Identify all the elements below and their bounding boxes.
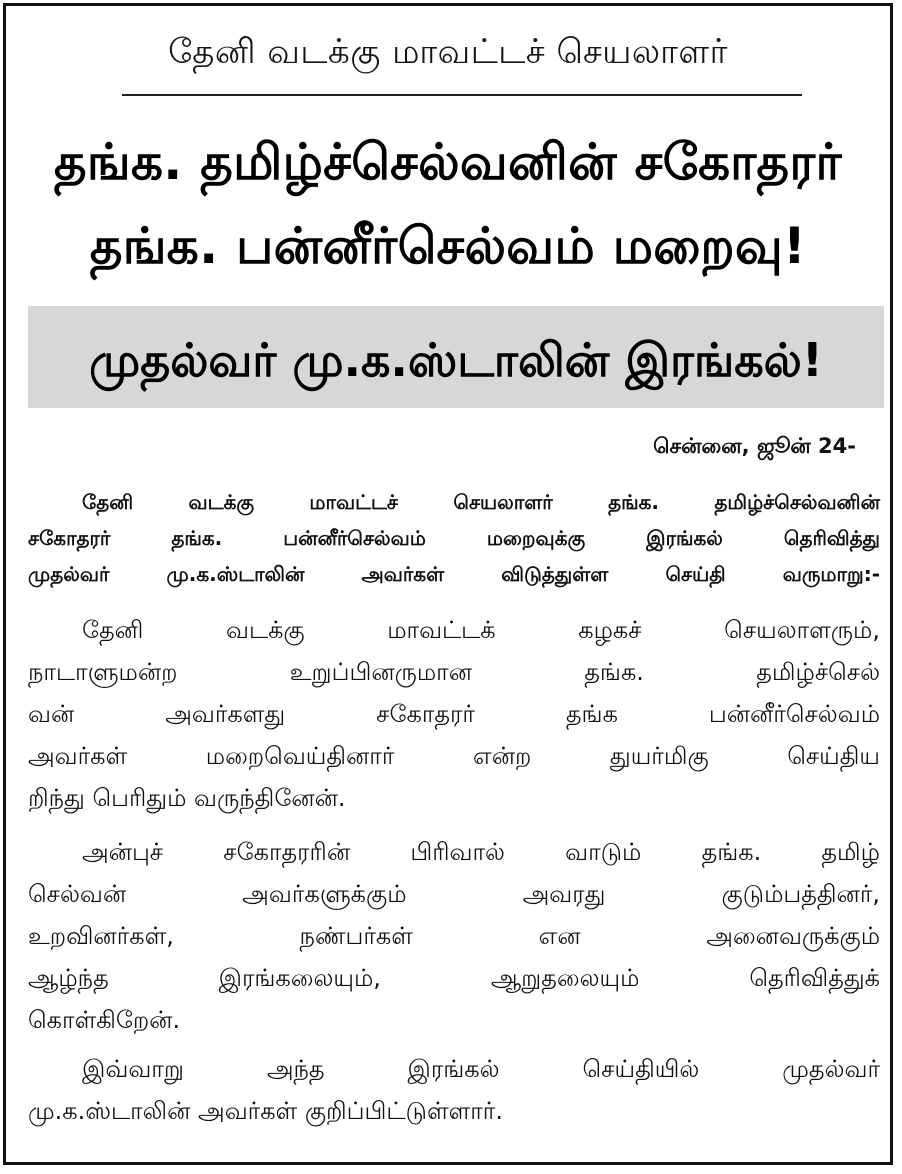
subheadline: முதல்வர் மு.க.ஸ்டாலின் இரங்கல்! — [89, 333, 823, 387]
intro-paragraph — [28, 484, 880, 592]
body-paragraph-2 — [28, 831, 880, 1041]
dateline: சென்னை, ஜூன் 24- — [653, 434, 856, 458]
headline-line-2: தங்க. பன்னீர்செல்வம் மறைவு! — [89, 217, 807, 275]
kicker-underline — [122, 94, 802, 96]
kicker: தேனி வடக்கு மாவட்டச் செயலாளர் — [168, 32, 728, 72]
article-frame — [3, 3, 893, 1165]
body-line: வன் அவர்களது சகோதரர் தங்க பன்னீர்செல்வம் — [28, 700, 880, 728]
body-line: உறவினர்கள், நண்பர்கள் என அனைவருக்கும் — [28, 922, 880, 950]
body-line: தேனி வடக்கு மாவட்டக் கழகச் செயலாளரும், — [82, 616, 880, 644]
intro-line: முதல்வர் மு.க.ஸ்டாலின் அவர்கள் விடுத்துள்ள செய்தி வருமாறு:- — [28, 562, 880, 586]
body-line: ஆழ்ந்த இரங்கலையும், ஆறுதலையும் தெரிவித்துக் — [28, 964, 880, 992]
body-line: அன்புச் சகோதரரின் பிரிவால் வாடும் தங்க. தமிழ் — [82, 838, 880, 866]
body-line: நாடாளுமன்ற உறுப்பினருமான தங்க. தமிழ்ச்செல் — [28, 658, 880, 686]
body-line: செல்வன் அவர்களுக்கும் அவரது குடும்பத்தினர், — [28, 880, 880, 908]
headline-line-1: தங்க. தமிழ்ச்செல்வனின் சகோதரர் — [54, 133, 842, 191]
body-line: றிந்து பெரிதும் வருந்தினேன். — [28, 784, 346, 812]
subheadline-band — [28, 306, 884, 408]
body-line: கொள்கிறேன். — [28, 1006, 181, 1034]
body-paragraph-1 — [28, 609, 880, 819]
intro-line: தேனி வடக்கு மாவட்டச் செயலாளர் தங்க. தமிழ்ச்செல்வனின் — [82, 490, 880, 514]
body-line: அவர்கள் மறைவெய்தினார் என்ற துயர்மிகு செய்திய — [28, 742, 880, 770]
body-line: மு.க.ஸ்டாலின் அவர்கள் குறிப்பிட்டுள்ளார். — [28, 1097, 503, 1125]
intro-line: சகோதரர் தங்க. பன்னீர்செல்வம் மறைவுக்கு இரங்கல் தெரிவித்து — [28, 526, 880, 550]
body-line: இவ்வாறு அந்த இரங்கல் செய்தியில் முதல்வர் — [82, 1055, 880, 1083]
body-paragraph-3 — [28, 1048, 880, 1132]
